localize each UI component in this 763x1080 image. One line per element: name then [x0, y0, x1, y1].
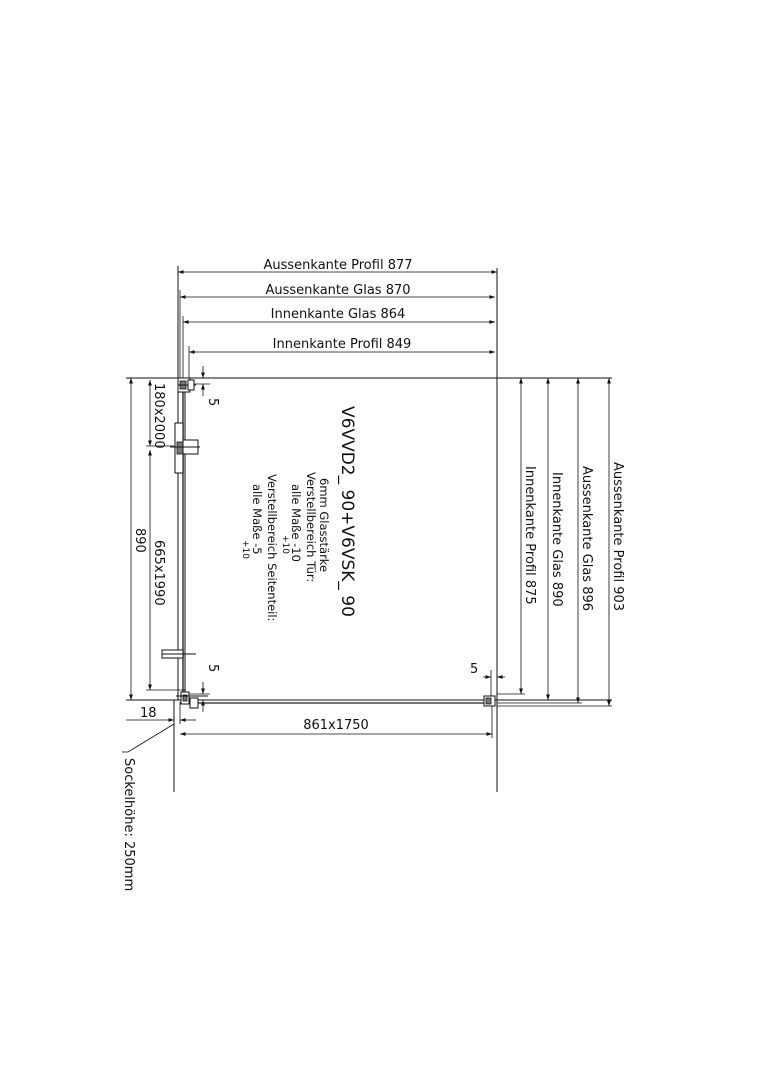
label-gap-right-5: 5 — [470, 662, 479, 677]
label-aussen-glas-896: Aussenkante Glas 896 — [579, 466, 594, 612]
right-corner-profile — [484, 696, 495, 706]
label-aussen-profil-877: Aussenkante Profil 877 — [263, 258, 413, 273]
dim-height-890 — [131, 378, 147, 700]
lower-hinge — [162, 650, 196, 658]
top-corner-profile — [178, 378, 196, 392]
dim-aussen-profil-877 — [178, 258, 497, 273]
dim-aussen-glas-896 — [497, 378, 594, 703]
range-side-plus: +10 — [240, 540, 250, 559]
label-sockel: Sockelhöhe: 250mm — [121, 758, 136, 892]
dim-innen-profil-875 — [497, 378, 537, 694]
model-code: V6VVD2_ 90+V6VSK_ 90 — [337, 406, 357, 617]
dim-side-861x1750 — [180, 703, 492, 738]
dim-innen-profil-849 — [189, 337, 495, 380]
dim-offset-18 — [126, 702, 196, 724]
sockel-note — [121, 724, 174, 891]
glass-thickness: 6mm Glasstärke — [317, 478, 331, 573]
label-gap-top-5: 5 — [205, 398, 220, 407]
label-aussen-glas-870: Aussenkante Glas 870 — [265, 283, 411, 298]
label-aussen-profil-903: Aussenkante Profil 903 — [610, 462, 625, 612]
range-door-plus: +10 — [280, 535, 290, 554]
dim-aussen-glas-870 — [180, 283, 495, 380]
dim-innen-glas-890 — [548, 378, 564, 700]
range-side-label: Verstellbereich Seitenteil: — [265, 474, 279, 622]
label-innen-profil-849: Innenkante Profil 849 — [272, 337, 412, 352]
dim-gap-right-5 — [470, 662, 505, 697]
label-side-861x1750: 861x1750 — [303, 718, 369, 733]
product-notes — [240, 406, 357, 621]
label-innen-glas-890: Innenkante Glas 890 — [549, 472, 564, 607]
label-offset-18: 18 — [140, 706, 157, 721]
label-innen-profil-875: Innenkante Profil 875 — [522, 466, 537, 605]
label-height-890: 890 — [132, 528, 147, 553]
range-door-label: Verstellbereich Tür: — [304, 472, 318, 583]
range-door-value: alle Maße -10 — [289, 484, 303, 562]
label-innen-glas-864: Innenkante Glas 864 — [270, 307, 406, 322]
label-panel-180x2000: 180x2000 — [151, 383, 166, 449]
label-gap-bottom-5: 5 — [205, 664, 220, 673]
range-side-value: alle Maße -5 — [250, 484, 264, 555]
label-panel-665x1990: 665x1990 — [151, 540, 166, 606]
